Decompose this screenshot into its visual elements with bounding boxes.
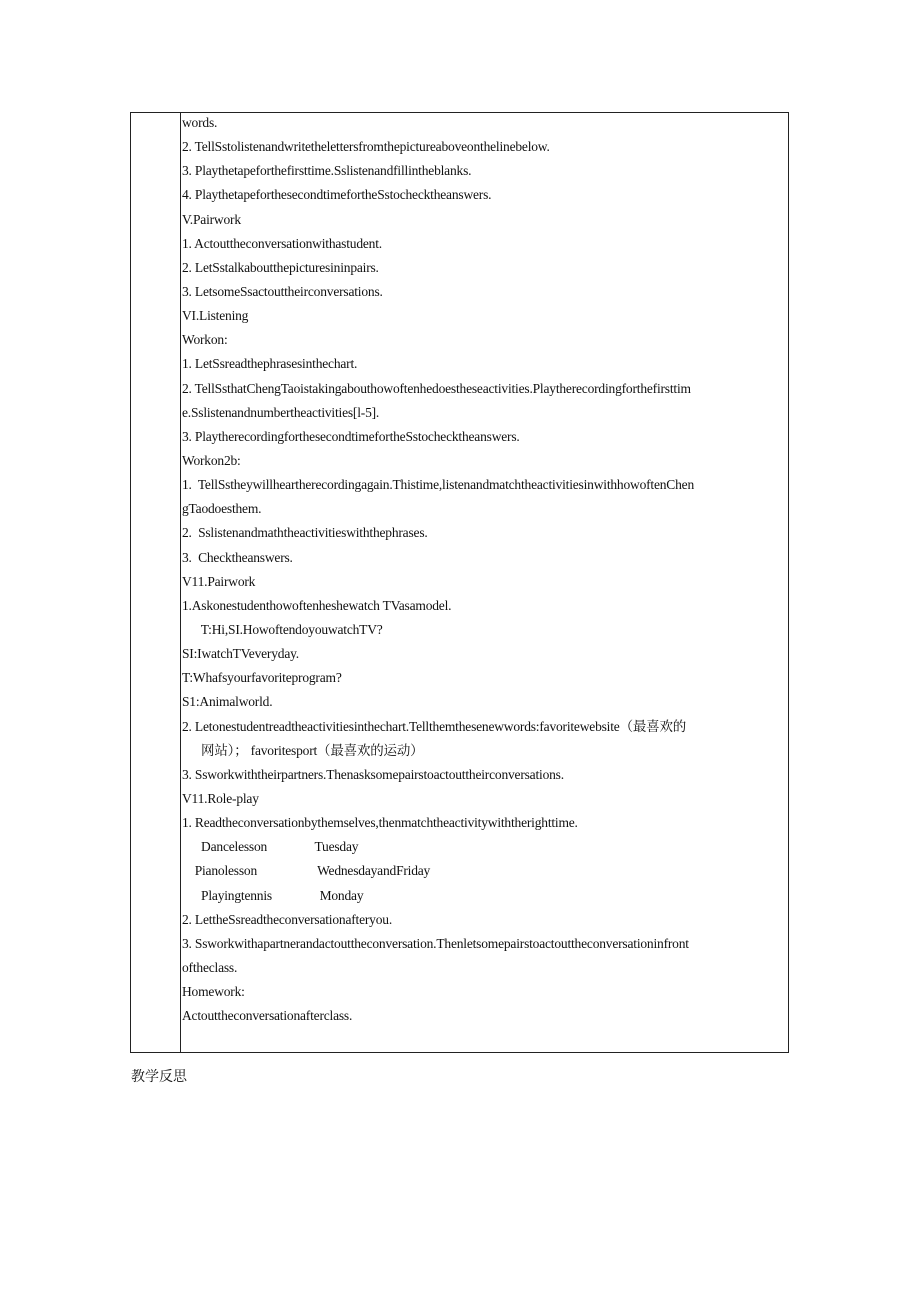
text-line: 1. TellSstheywillheartherecordingagain.Thistime,listenandmatchtheactivitiesinwithhowoftenChen xyxy=(182,477,694,493)
text-line: Pianolesson WednesdayandFriday xyxy=(182,863,431,879)
text-line: 3. Ssworkwiththeirpartners.Thenasksomepairstoactouttheirconversations. xyxy=(182,766,564,782)
text-line: V.Pairwork xyxy=(182,211,241,227)
text-line: SI:IwatchTVeveryday. xyxy=(182,646,299,662)
text-line: 1.Askonestudenthowoftenheshewatch TVasamodel. xyxy=(182,597,452,613)
text-line: words. xyxy=(182,115,218,130)
text-line: 2. TellSsthatChengTaoistakingabouthowoftenhedoestheseactivities.Playtherecordingforthefirsttim xyxy=(182,380,691,396)
text-line: V11.Role-play xyxy=(182,790,259,806)
text-line: e.Sslistenandnumbertheactivities[l-5]. xyxy=(182,404,380,420)
text-line: 网站）； favoritesport（最喜欢的运动） xyxy=(182,742,424,758)
text-line: gTaodoesthem. xyxy=(182,501,262,517)
column-divider xyxy=(180,113,181,1052)
text-line: 1. Readtheconversationbythemselves,thenmatchtheactivitywiththerighttime. xyxy=(182,815,578,831)
text-line: Playingtennis Monday xyxy=(182,887,364,903)
lesson-steps xyxy=(182,113,788,1028)
text-line: Workon: xyxy=(182,332,228,348)
text-line: oftheclass. xyxy=(182,959,238,975)
teaching-reflection-label: 教学反思 xyxy=(131,1069,187,1085)
text-line: 3. Checktheanswers. xyxy=(182,549,293,565)
text-line: Workon2b: xyxy=(182,452,241,468)
text-line: 2. LetSstalkaboutthepicturesininpairs. xyxy=(182,259,379,275)
text-line: V11.Pairwork xyxy=(182,573,256,589)
text-line: 3. LetsomeSsactouttheirconversations. xyxy=(182,283,383,299)
text-line: 2. LettheSsreadtheconversationafteryou. xyxy=(182,911,392,927)
text-line: 3. Ssworkwithapartnerandactouttheconversation.Thenletsomepairstoactouttheconversationinfront xyxy=(182,935,689,951)
text-line: 4. PlaythetapeforthesecondtimefortheSstochecktheanswers. xyxy=(182,187,492,203)
text-line: 1. Actouttheconversationwithastudent. xyxy=(182,235,382,251)
text-line: 1. LetSsreadthephrasesinthechart. xyxy=(182,356,358,372)
text-line: VI.Listening xyxy=(182,308,249,324)
text-line: S1:Animalworld. xyxy=(182,694,273,710)
text-line: T:Hi,SI.HowoftendoyouwatchTV? xyxy=(182,621,383,637)
text-line: 2. Letonestudentreadtheactivitiesinthechart.Tellthemthesenewwords:favoritewebsite（最喜欢的 xyxy=(182,718,687,734)
text-line: 3. Playthetapeforthefirsttime.Sslistenandfillintheblanks. xyxy=(182,163,472,179)
text-line: Homework: xyxy=(182,984,245,1000)
text-line: 3. PlaytherecordingforthesecondtimefortheSstochecktheanswers. xyxy=(182,428,520,444)
text-line: 2. Sslistenandmaththeactivitieswiththephrases. xyxy=(182,525,428,541)
text-line: Actouttheconversationafterclass. xyxy=(182,1008,353,1024)
lesson-table xyxy=(130,112,789,1053)
text-line: Dancelesson Tuesday xyxy=(182,839,359,855)
text-line: T:Whafsyourfavoriteprogram? xyxy=(182,670,342,686)
text-line: 2. TellSstolistenandwritethelettersfromthepictureaboveonthelinebelow. xyxy=(182,139,550,155)
